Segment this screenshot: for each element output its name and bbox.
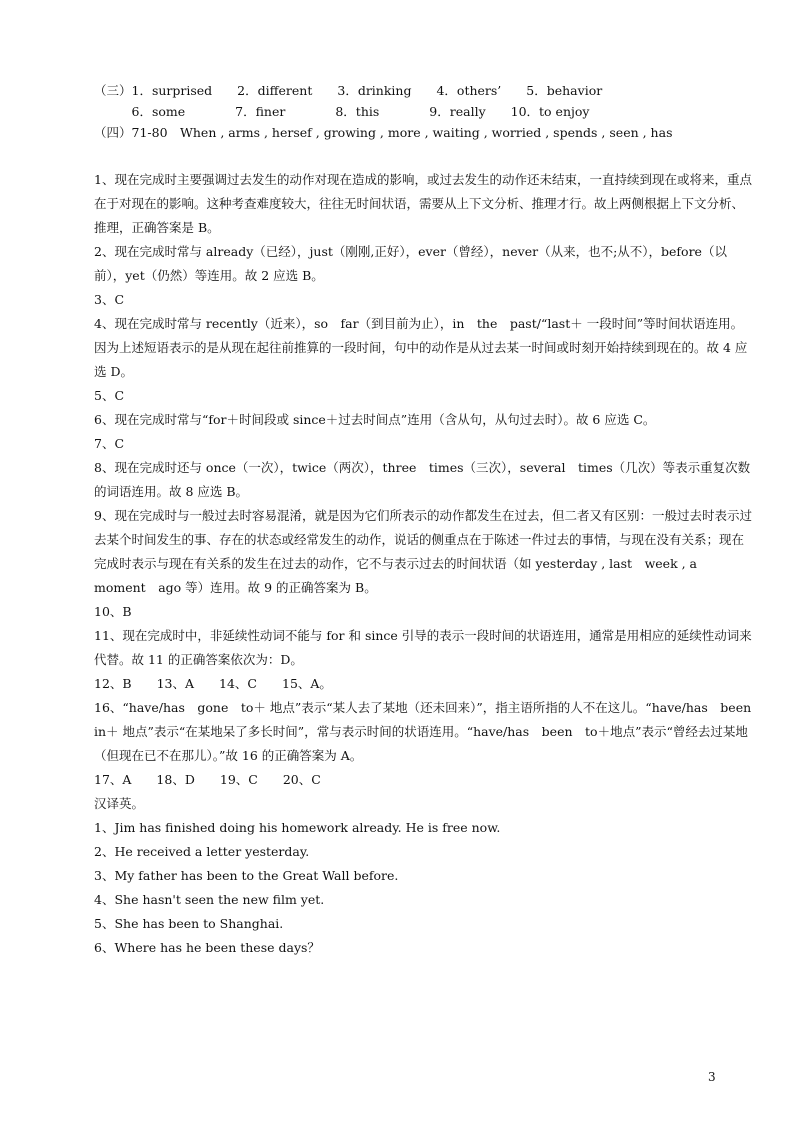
translation-6: 6、Where has he been these days？ [94, 940, 320, 955]
translation-4: 4、She hasn't seen the new film yet. [94, 892, 325, 907]
answer-16: 16、“have/has gone to＋ 地点”表示“某人去了某地（还未回来）”，指主语所指的人不在这儿。“have/has been in＋ 地点”表示“在某地呆了多长时间”，常与表示时间的状语连用。“have/has been to＋地点”表示“曾经去过某地（但现在已不在那儿）。”故 16 的正确答案为 A。 [94, 700, 764, 763]
answer-9: 9、现在完成时与一般过去时容易混淆，就是因为它们所表示的动作都发生在过去，但二者又有区别：一般过去时表示过去某个时间发生的事、存在的状态或经常发生的动作，说话的侧重点在于陈述一件过去的事情，与现在没有关系；现在完成时表示与现在有关系的发生在过去的动作，它不与表示过去的时间状语（如 yesterday , last week , a moment ago 等）连用。故 9 的正确答案为 B。 [94, 508, 752, 595]
translation-2: 2、He received a letter yesterday. [94, 844, 310, 859]
answer-3: 3、C [94, 292, 125, 307]
answer-6: 6、现在完成时常与“for＋时间段或 since＋过去时间点”连用（含从句，从句过去时）。故 6 应选 C。 [94, 412, 656, 427]
answer-11: 11、现在完成时中，非延续性动词不能与 for 和 since 引导的表示一段时间的状语连用，通常是用相应的延续性动词来代替。故 11 的正确答案依次为：D。 [94, 628, 752, 667]
answer-5: 5、C [94, 388, 125, 403]
answers-17-20: 17、A 18、D 19、C 20、C [94, 772, 321, 787]
section-4-line: （四）71-80 When , arms , hersef , growing , more , waiting , worried , spends , seen , has [94, 125, 673, 140]
answer-1: 1、现在完成时主要强调过去发生的动作对现在造成的影响，或过去发生的动作还未结束，一直持续到现在或将来，重点在于对现在的影响。这种考查难度较大，往往无时间状语，需要从上下文分析、推理才行。故上两侧根据上下文分析、推理，正确答案是 B。 [94, 172, 752, 235]
section-3-row-2: 6．some 7．finer 8．this 9．really 10．to enjoy [94, 104, 590, 119]
translation-heading: 汉译英。 [94, 796, 145, 811]
answer-8: 8、现在完成时还与 once（一次），twice（两次），three times（三次），several times（几次）等表示重复次数的词语连用。故 8 应选 B。 [94, 460, 751, 499]
translation-3: 3、My father has been to the Great Wall before. [94, 868, 399, 883]
section-3-row-1: （三）1．surprised 2．different 3．drinking 4．others’ 5．behavior [94, 83, 603, 98]
answer-4: 4、现在完成时常与 recently（近来），so far（到目前为止），in the past/“last＋ 一段时间”等时间状语连用。因为上述短语表示的是从现在起往前推算的一段时间，句中的动作是从过去某一时间或时刻开始持续到现在的。故 4 应选 D。 [94, 316, 748, 379]
translation-5: 5、She has been to Shanghai. [94, 916, 284, 931]
answer-10: 10、B [94, 604, 132, 619]
page-number: 3 [708, 1070, 716, 1084]
answer-7: 7、C [94, 436, 125, 451]
answer-explanations [94, 168, 764, 960]
answers-12-15: 12、B 13、A 14、C 15、A。 [94, 676, 332, 691]
translation-1: 1、Jim has finished doing his homework already. He is free now. [94, 820, 501, 835]
answer-2: 2、现在完成时常与 already（已经），just（刚刚,正好），ever（曾经），never（从来，也不;从不），before（以前），yet（仍然）等连用。故 2 应选 B。 [94, 244, 727, 283]
